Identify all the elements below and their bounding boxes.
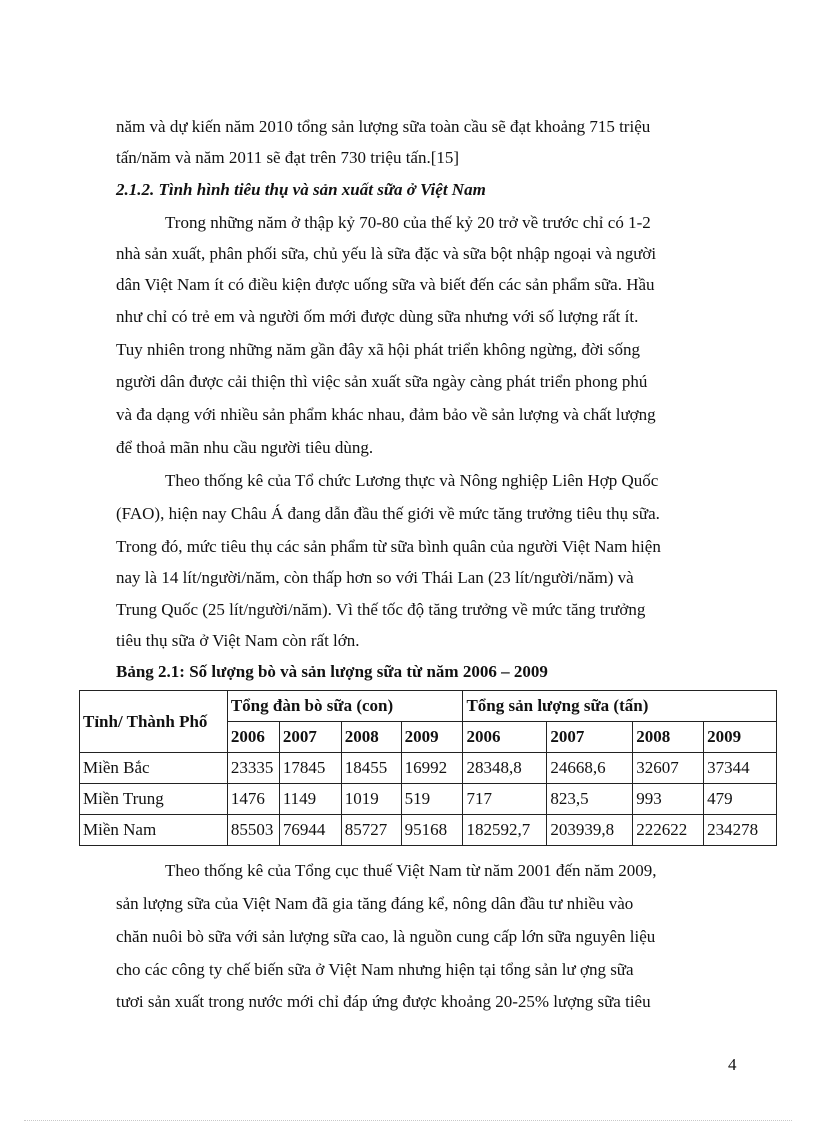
region-cell: Miền Bắc <box>80 753 228 784</box>
value-cell: 717 <box>463 784 547 815</box>
region-cell: Miền Trung <box>80 784 228 815</box>
milk-group-header: Tổng sản lượng sữa (tấn) <box>463 691 777 722</box>
paragraph-line: chăn nuôi bò sữa với sản lượng sữa cao, là nguồn cung cấp lớn sữa nguyên liệu <box>116 927 656 946</box>
table-header-row <box>80 691 777 722</box>
table-row <box>80 784 777 815</box>
table-row <box>80 753 777 784</box>
year-header: 2006 <box>227 722 279 753</box>
value-cell: 823,5 <box>547 784 633 815</box>
year-header: 2006 <box>463 722 547 753</box>
value-cell: 1149 <box>279 784 341 815</box>
value-cell: 222622 <box>633 815 704 846</box>
region-cell: Miền Nam <box>80 815 228 846</box>
table-row <box>80 815 777 846</box>
value-cell: 17845 <box>279 753 341 784</box>
region-column-header: Tỉnh/ Thành Phố <box>80 691 228 753</box>
paragraph-line: Trong đó, mức tiêu thụ các sản phẩm từ sữa bình quân của người Việt Nam hiện <box>116 537 661 556</box>
paragraph-line: nhà sản xuất, phân phối sữa, chủ yếu là sữa đặc và sữa bột nhập ngoại và người <box>116 244 657 263</box>
year-header: 2008 <box>633 722 704 753</box>
paragraph-line: người dân được cải thiện thì việc sản xuất sữa ngày càng phát triển phong phú <box>116 372 648 391</box>
year-header: 2009 <box>401 722 463 753</box>
paragraph-line: như chỉ có trẻ em và người ốm mới được dùng sữa nhưng với số lượng rất ít. <box>116 307 639 326</box>
paragraph-line: năm và dự kiến năm 2010 tổng sản lượng sữa toàn cầu sẽ đạt khoảng 715 triệu <box>116 117 651 136</box>
paragraph-line: Tuy nhiên trong những năm gần đây xã hội phát triển không ngừng, đời sống <box>116 340 640 359</box>
paragraph-line: Theo thống kê của Tổng cục thuế Việt Nam từ năm 2001 đến năm 2009, <box>165 861 657 880</box>
value-cell: 85503 <box>227 815 279 846</box>
value-cell: 519 <box>401 784 463 815</box>
value-cell: 1019 <box>341 784 401 815</box>
paragraph-line: Theo thống kê của Tổ chức Lương thực và Nông nghiệp Liên Hợp Quốc <box>165 471 659 490</box>
paragraph-line: Trung Quốc (25 lít/người/năm). Vì thế tốc độ tăng trưởng về mức tăng trưởng <box>116 600 646 619</box>
table-caption: Bảng 2.1: Số lượng bò và sản lượng sữa từ năm 2006 – 2009 <box>116 662 548 681</box>
paragraph-line: để thoả mãn nhu cầu người tiêu dùng. <box>116 438 374 457</box>
value-cell: 203939,8 <box>547 815 633 846</box>
value-cell: 23335 <box>227 753 279 784</box>
value-cell: 95168 <box>401 815 463 846</box>
cattle-group-header: Tổng đàn bò sữa (con) <box>227 691 463 722</box>
value-cell: 24668,6 <box>547 753 633 784</box>
value-cell: 479 <box>704 784 777 815</box>
paragraph-line: sản lượng sữa của Việt Nam đã gia tăng đáng kể, nông dân đầu tư nhiều vào <box>116 894 634 913</box>
paragraph-line: tươi sản xuất trong nước mới chỉ đáp ứng được khoảng 20-25% lượng sữa tiêu <box>116 992 651 1011</box>
value-cell: 1476 <box>227 784 279 815</box>
paragraph-line: Trong những năm ở thập kỷ 70-80 của thế kỷ 20 trở về trước chỉ có 1-2 <box>165 213 651 232</box>
year-header: 2008 <box>341 722 401 753</box>
paragraph-line: và đa dạng với nhiều sản phẩm khác nhau, đảm bảo về sản lượng và chất lượng <box>116 405 656 424</box>
year-header: 2009 <box>704 722 777 753</box>
paragraph-line: tiêu thụ sữa ở Việt Nam còn rất lớn. <box>116 631 360 650</box>
footer-divider <box>24 1120 792 1121</box>
paragraph-line: (FAO), hiện nay Châu Á đang dẫn đầu thế giới về mức tăng trưởng tiêu thụ sữa. <box>116 504 660 523</box>
paragraph-line: cho các công ty chế biến sữa ở Việt Nam nhưng hiện tại tổng sản lư ợng sữa <box>116 960 634 979</box>
paragraph-line: dân Việt Nam ít có điều kiện được uống sữa và biết đến các sản phẩm sữa. Hầu <box>116 275 655 294</box>
data-table <box>79 690 777 846</box>
value-cell: 18455 <box>341 753 401 784</box>
value-cell: 993 <box>633 784 704 815</box>
page-number: 4 <box>728 1055 737 1074</box>
year-header: 2007 <box>279 722 341 753</box>
year-header: 2007 <box>547 722 633 753</box>
value-cell: 234278 <box>704 815 777 846</box>
value-cell: 182592,7 <box>463 815 547 846</box>
paragraph-line: tấn/năm và năm 2011 sẽ đạt trên 730 triệu tấn.[15] <box>116 148 460 167</box>
value-cell: 32607 <box>633 753 704 784</box>
value-cell: 37344 <box>704 753 777 784</box>
value-cell: 85727 <box>341 815 401 846</box>
value-cell: 28348,8 <box>463 753 547 784</box>
value-cell: 76944 <box>279 815 341 846</box>
value-cell: 16992 <box>401 753 463 784</box>
paragraph-line: nay là 14 lít/người/năm, còn thấp hơn so với Thái Lan (23 lít/người/năm) và <box>116 568 634 587</box>
section-heading: 2.1.2. Tình hình tiêu thụ và sản xuất sữa ở Việt Nam <box>116 180 486 199</box>
